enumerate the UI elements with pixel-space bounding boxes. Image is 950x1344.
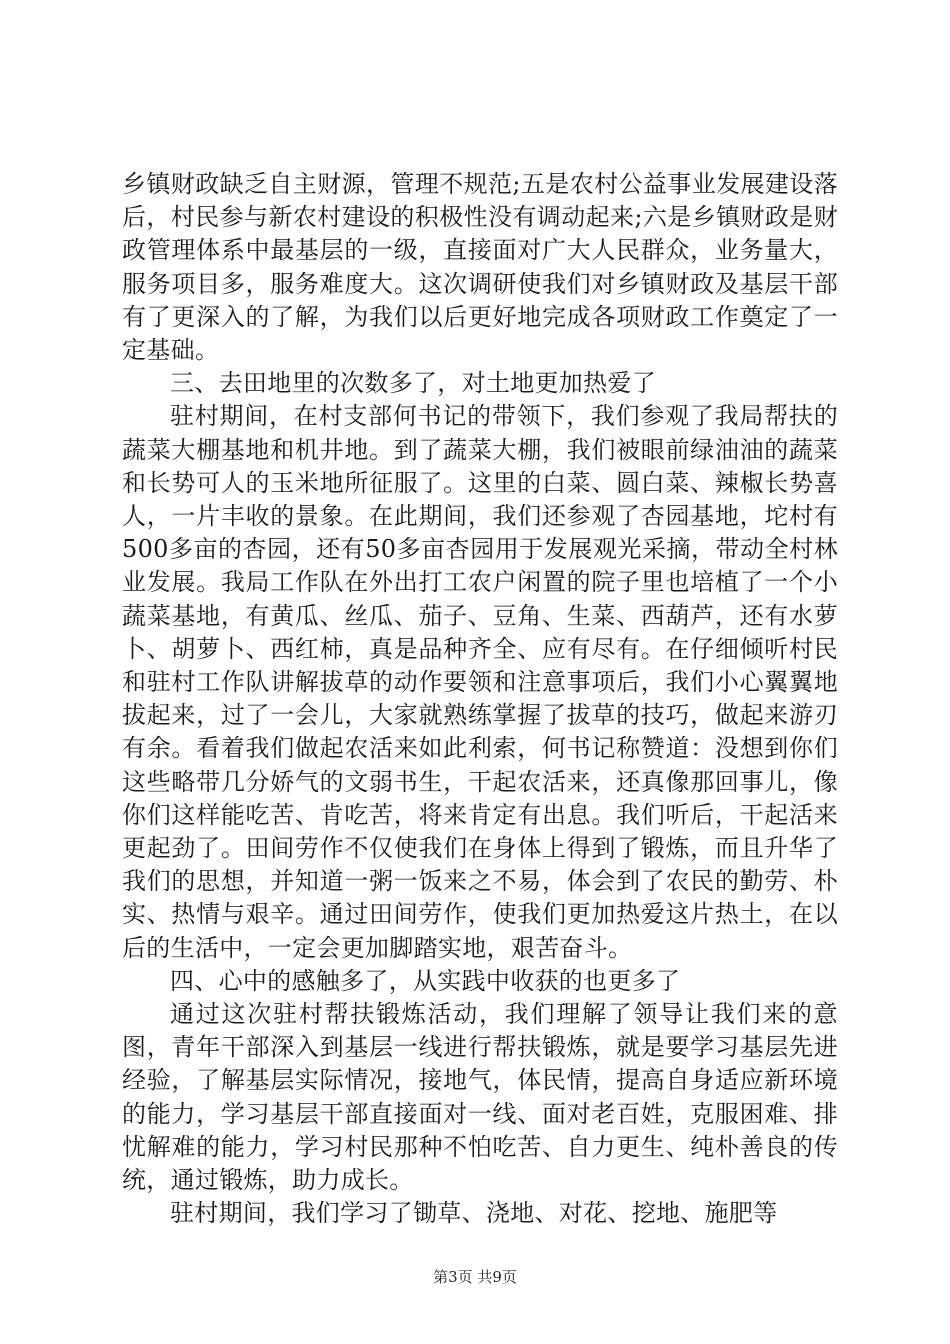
paragraph: 驻村期间，在村支部何书记的带领下，我们参观了我局帮扶的蔬菜大棚基地和机井地。到了蔬菜大棚，我们被眼前绿油油的蔬菜和长势可人的玉米地所征服了。这里的白菜、圆白菜、辣椒长势喜人，一片丰收的景象。在此期间，我们还参观了杏园基地，坨村有500多亩的杏园，还有50多亩杏园用于发展观光采摘，带动全村林业发展。我局工作队在外出打工农户闲置的院子里也培植了一个小蔬菜基地，有黄瓜、丝瓜、茄子、豆角、生菜、西葫芦，还有水萝卜、胡萝卜、西红柿，真是品种齐全、应有尽有。在仔细倾听村民和驻村工作队讲解拔草的动作要领和注意事项后，我们小心翼翼地拔起来，过了一会儿，大家就熟练掌握了拔草的技巧，做起来游刃有余。看着我们做起农活来如此利索，何书记称赞道：没想到你们这些略带几分娇气的文弱书生，干起农活来，还真像那回事儿，像你们这样能吃苦、肯吃苦，将来肯定有出息。我们听后，干起活来更起劲了。田间劳作不仅使我们在身体上得到了锻炼，而且升华了我们的思想，并知道一粥一饭来之不易，体会到了农民的勤劳、朴实、热情与艰辛。通过田间劳作，使我们更加热爱这片热土，在以后的生活中，一定会更加脚踏实地，艰苦奋斗。	[122, 402, 838, 962]
paragraph: 通过这次驻村帮扶锻炼活动，我们理解了领导让我们来的意图，青年干部深入到基层一线进行帮扶锻炼，就是要学习基层先进经验，了解基层实际情况，接地气，体民情，提高自身适应新环境的能力，学习基层干部直接面对一线、面对老百姓，克服困难、排忧解难的能力，学习村民那种不怕吃苦、自力更生、纯朴善良的传统，通过锻炼，助力成长。	[122, 1000, 838, 1195]
paragraph: 驻村期间，我们学习了锄草、浇地、对花、挖地、施肥等	[170, 1199, 778, 1228]
document-body	[122, 168, 838, 1231]
section-heading-4: 四、心中的感触多了，从实践中收获的也更多了	[170, 966, 681, 995]
page-number-footer: 第3页 共9页	[433, 1268, 517, 1286]
section-heading-3: 三、去田地里的次数多了，对土地更加热爱了	[170, 369, 656, 398]
paragraph-continuation: 乡镇财政缺乏自主财源，管理不规范;五是农村公益事业发展建设落后，村民参与新农村建设的积极性没有调动起来;六是乡镇财政是财政管理体系中最基层的一级，直接面对广大人民群众，业务量大，服务项目多，服务难度大。这次调研使我们对乡镇财政及基层干部有了更深入的了解，为我们以后更好地完成各项财政工作奠定了一定基础。	[122, 170, 838, 365]
